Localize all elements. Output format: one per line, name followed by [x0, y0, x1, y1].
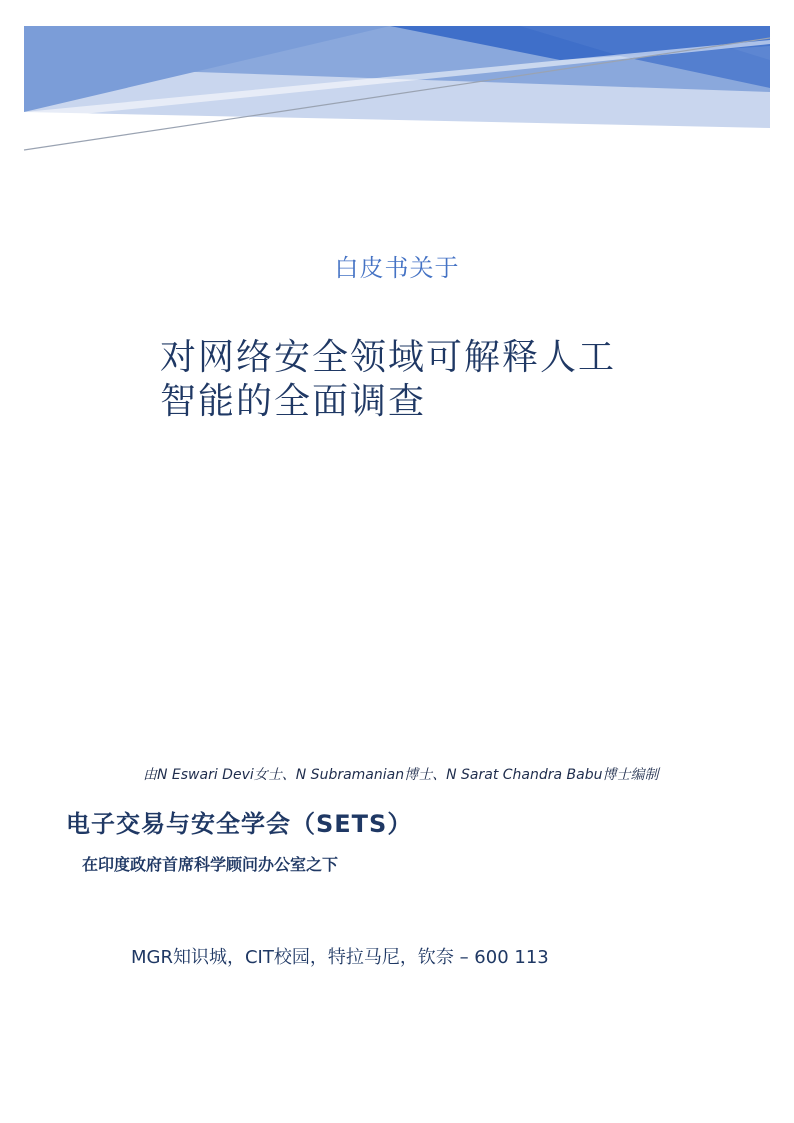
- cover-organization-note: 在印度政府首席科学顾问办公室之下: [82, 855, 339, 874]
- cover-address: MGR知识城，CIT校园，特拉马尼，钦奈 – 600 113: [131, 947, 549, 968]
- header-banner: [0, 0, 794, 160]
- cover-title: [160, 336, 680, 424]
- cover-title-line-2: 智能的全面调查: [160, 381, 427, 422]
- cover-title-line-1: 对网络安全领域可解释人工: [160, 337, 617, 378]
- cover-authors: 由N Eswari Devi女士、N Subramanian博士、N Sarat Chandra Babu博士编制: [143, 767, 659, 783]
- cover-organization: 电子交易与安全学会（SETS）: [66, 810, 413, 838]
- cover-subtitle: 白皮书关于: [334, 254, 460, 282]
